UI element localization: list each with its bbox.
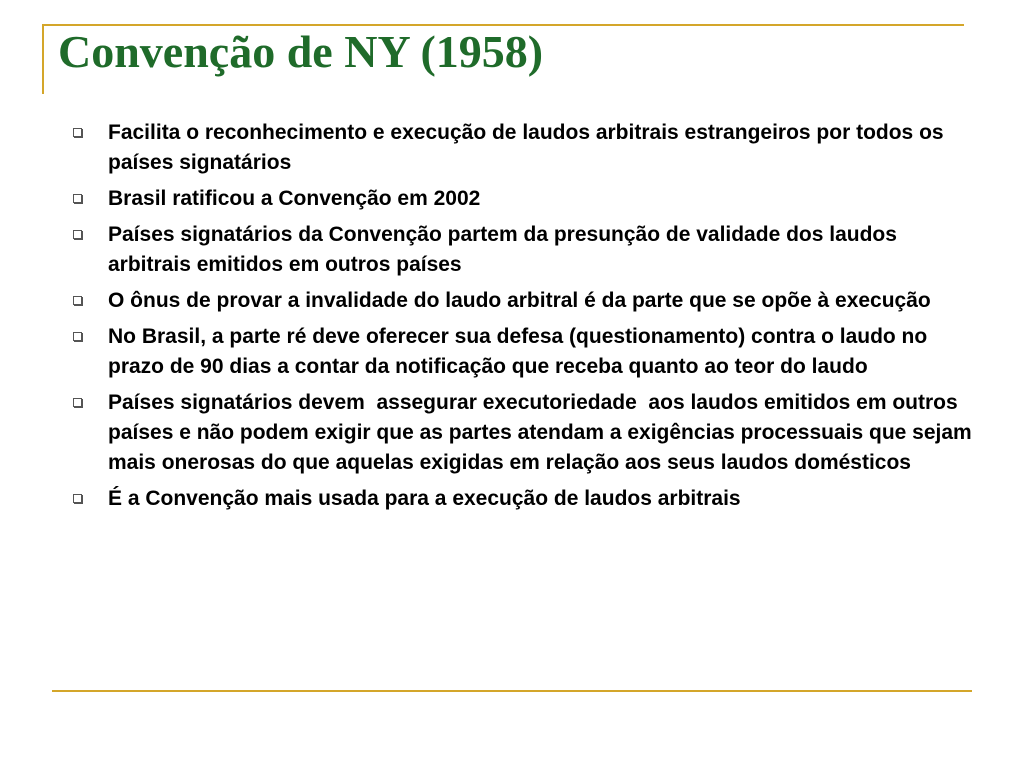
bullet-item <box>70 322 985 382</box>
hollow-square-bullet-icon <box>73 398 82 407</box>
bullet-text: Países signatários da Convenção partem da presunção de validade dos laudos arbitrais emitidos em outros países <box>108 223 903 276</box>
bullet-text: O ônus de provar a invalidade do laudo arbitral é da parte que se opõe à execução <box>108 289 931 312</box>
title-frame-left-rule <box>42 24 44 94</box>
hollow-square-bullet-icon <box>73 194 82 203</box>
bottom-rule <box>52 690 972 692</box>
bullet-list <box>70 118 985 520</box>
bullet-text: É a Convenção mais usada para a execução de laudos arbitrais <box>108 487 741 510</box>
hollow-square-bullet-icon <box>73 128 82 137</box>
bullet-item <box>70 184 985 214</box>
bullet-text: Facilita o reconhecimento e execução de laudos arbitrais estrangeiros por todos os países signatários <box>108 121 950 174</box>
hollow-square-bullet-icon <box>73 230 82 239</box>
bullet-text: Países signatários devem assegurar executoriedade aos laudos emitidos em outros países e não podem exigir que as partes atendam a exigências processuais que sejam mais onerosas do que aquelas exigidas em relação aos seus laudos domésticos <box>108 391 978 474</box>
hollow-square-bullet-icon <box>73 332 82 341</box>
bullet-item <box>70 388 985 478</box>
bullet-item <box>70 484 985 514</box>
slide-title: Convenção de NY (1958) <box>58 26 544 77</box>
bullet-item <box>70 118 985 178</box>
hollow-square-bullet-icon <box>73 296 82 305</box>
bullet-item <box>70 220 985 280</box>
hollow-square-bullet-icon <box>73 494 82 503</box>
bullet-item <box>70 286 985 316</box>
bullet-text: No Brasil, a parte ré deve oferecer sua defesa (questionamento) contra o laudo no prazo de 90 dias a contar da notificação que receba quanto ao teor do laudo <box>108 325 934 378</box>
bullet-text: Brasil ratificou a Convenção em 2002 <box>108 187 481 210</box>
